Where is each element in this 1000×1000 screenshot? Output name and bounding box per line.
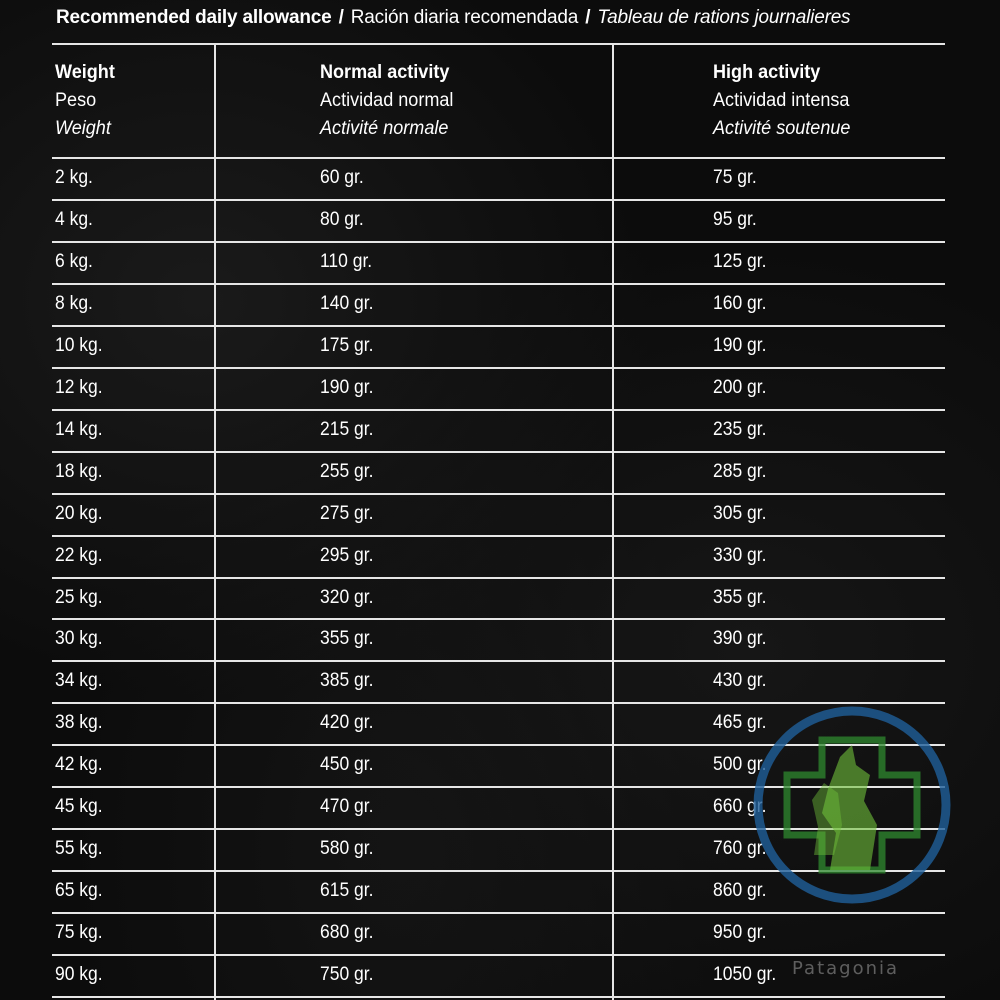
cell-weight: 25 kg.	[55, 586, 103, 608]
header-weight-french: Weight	[55, 118, 111, 139]
cell-weight: 22 kg.	[55, 544, 103, 566]
row-rule	[52, 283, 945, 285]
row-rule	[52, 325, 945, 327]
cell-high: 430 gr.	[713, 670, 767, 692]
row-rule	[52, 786, 945, 788]
row-rule	[52, 702, 945, 704]
cell-weight: 30 kg.	[55, 628, 103, 650]
cell-high: 950 gr.	[713, 922, 767, 944]
cell-normal: 680 gr.	[320, 922, 374, 944]
cell-high: 235 gr.	[713, 418, 767, 440]
cell-high: 200 gr.	[713, 376, 767, 398]
row-rule	[52, 493, 945, 495]
row-rule	[52, 577, 945, 579]
header-normal-spanish: Actividad normal	[320, 90, 454, 111]
header-normal-activity	[320, 59, 453, 143]
cell-normal: 320 gr.	[320, 586, 374, 608]
title-french: Tableau de rations journalieres	[597, 7, 851, 28]
cell-high: 160 gr.	[713, 292, 767, 314]
cell-normal: 215 gr.	[320, 418, 374, 440]
cell-normal: 110 gr.	[320, 250, 373, 272]
row-rule	[52, 199, 945, 201]
cell-weight: 42 kg.	[55, 754, 103, 776]
cell-high: 75 gr.	[713, 167, 757, 188]
cell-normal: 615 gr.	[320, 880, 374, 902]
cell-high: 190 gr.	[713, 334, 767, 356]
row-rule	[52, 828, 945, 830]
cell-weight: 75 kg.	[55, 922, 103, 944]
cell-normal: 255 gr.	[320, 460, 374, 482]
cell-weight: 20 kg.	[55, 502, 103, 524]
header-weight-english: Weight	[55, 62, 115, 83]
column-divider-2	[612, 43, 614, 1000]
cell-weight: 18 kg.	[55, 460, 103, 482]
row-rule	[52, 367, 945, 369]
cell-normal: 750 gr.	[320, 964, 374, 986]
header-normal-french: Activité normale	[320, 118, 449, 139]
cell-normal: 420 gr.	[320, 712, 374, 734]
cell-weight: 14 kg.	[55, 418, 103, 440]
cell-high: 760 gr.	[713, 838, 767, 860]
cell-normal: 355 gr.	[320, 628, 374, 650]
pet-pharmacy-cross-icon	[752, 705, 952, 905]
cell-weight: 8 kg.	[55, 292, 93, 314]
cell-normal: 190 gr.	[320, 376, 374, 398]
cell-high: 860 gr.	[713, 880, 767, 902]
cell-weight: 55 kg.	[55, 838, 103, 860]
cell-weight: 34 kg.	[55, 670, 103, 692]
cell-high: 390 gr.	[713, 628, 767, 650]
cell-normal: 80 gr.	[320, 208, 364, 230]
header-high-french: Activité soutenue	[713, 118, 851, 139]
title-spanish: Ración diaria recomendada	[350, 7, 579, 28]
cell-high: 500 gr.	[713, 754, 767, 776]
cell-normal: 140 gr.	[320, 292, 374, 314]
cell-weight: 4 kg.	[55, 208, 93, 230]
row-rule	[52, 912, 945, 914]
cell-normal: 580 gr.	[320, 838, 374, 860]
cell-normal: 275 gr.	[320, 502, 374, 524]
header-normal-english: Normal activity	[320, 62, 450, 83]
cell-normal: 450 gr.	[320, 754, 374, 776]
cell-high: 355 gr.	[713, 586, 767, 608]
cell-normal: 60 gr.	[320, 167, 364, 188]
cell-high: 285 gr.	[713, 460, 767, 482]
row-rule	[52, 870, 945, 872]
title-english: Recommended daily allowance	[56, 7, 332, 28]
cell-weight: 10 kg.	[55, 334, 103, 356]
watermark-text: Patagonia	[792, 958, 900, 979]
cell-normal: 470 gr.	[320, 796, 374, 818]
row-rule	[52, 954, 945, 956]
row-rule	[52, 451, 945, 453]
row-rule	[52, 409, 945, 411]
table-top-rule	[52, 43, 945, 45]
cell-weight: 90 kg.	[55, 964, 103, 986]
cell-normal: 295 gr.	[320, 544, 374, 566]
cell-normal: 385 gr.	[320, 670, 374, 692]
header-bottom-rule	[52, 157, 945, 159]
title-separator: /	[585, 7, 591, 28]
cell-high: 330 gr.	[713, 544, 767, 566]
row-rule	[52, 660, 945, 662]
cell-high: 660 gr.	[713, 796, 767, 818]
row-rule	[52, 535, 945, 537]
cell-weight: 65 kg.	[55, 880, 103, 902]
header-weight	[55, 59, 115, 143]
cell-normal: 175 gr.	[320, 334, 374, 356]
cell-weight: 6 kg.	[55, 250, 93, 272]
row-rule	[52, 996, 945, 998]
cell-weight: 12 kg.	[55, 376, 103, 398]
cell-weight: 38 kg.	[55, 712, 103, 734]
cell-high: 465 gr.	[713, 712, 767, 734]
cell-weight: 45 kg.	[55, 796, 103, 818]
header-weight-spanish: Peso	[55, 90, 97, 111]
column-divider-1	[214, 43, 216, 1000]
header-high-activity	[713, 59, 850, 143]
cell-high: 305 gr.	[713, 502, 767, 524]
cell-high: 1050 gr.	[713, 964, 777, 986]
row-rule	[52, 241, 945, 243]
row-rule	[52, 618, 945, 620]
header-high-english: High activity	[713, 62, 821, 83]
cell-weight: 2 kg.	[55, 167, 93, 188]
cell-high: 125 gr.	[713, 250, 767, 272]
title-separator: /	[338, 7, 344, 28]
row-rule	[52, 744, 945, 746]
header-high-spanish: Actividad intensa	[713, 90, 850, 111]
table-title	[56, 6, 850, 30]
cell-high: 95 gr.	[713, 208, 757, 230]
